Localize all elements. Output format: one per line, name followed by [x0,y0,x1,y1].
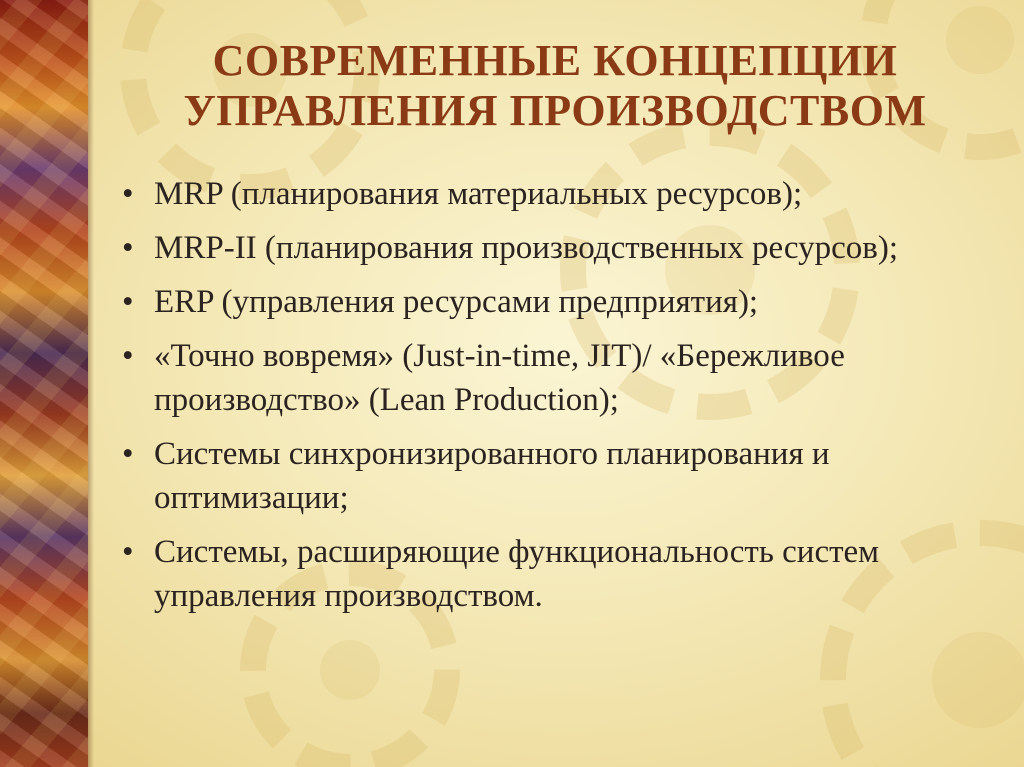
bullet-item: • MRP (планирования материальных ресурсов); [122,172,1002,216]
bullet-list [122,172,1002,628]
slide-title [110,36,1000,136]
title-line-1: СОВРЕМЕННЫЕ КОНЦЕПЦИИ [212,36,898,85]
bullet-item: • Системы синхронизированного планирования и оптимизации; [122,432,1002,520]
bullet-item: • ERP (управления ресурсами предприятия); [122,280,1002,324]
strip-shadow [88,0,94,767]
bullet-item: • MRP-II (планирования производственных ресурсов); [122,226,1002,270]
bullet-item: • Системы, расширяющие функциональность систем управления производством. [122,530,1002,618]
decorative-left-strip [0,0,88,767]
bullet-item: • «Точно вовремя» (Just-in-time, JIT)/ «Бережливое производство» (Lean Production); [122,334,1002,422]
title-line-2: УПРАВЛЕНИЯ ПРОИЗВОДСТВОМ [183,86,927,135]
